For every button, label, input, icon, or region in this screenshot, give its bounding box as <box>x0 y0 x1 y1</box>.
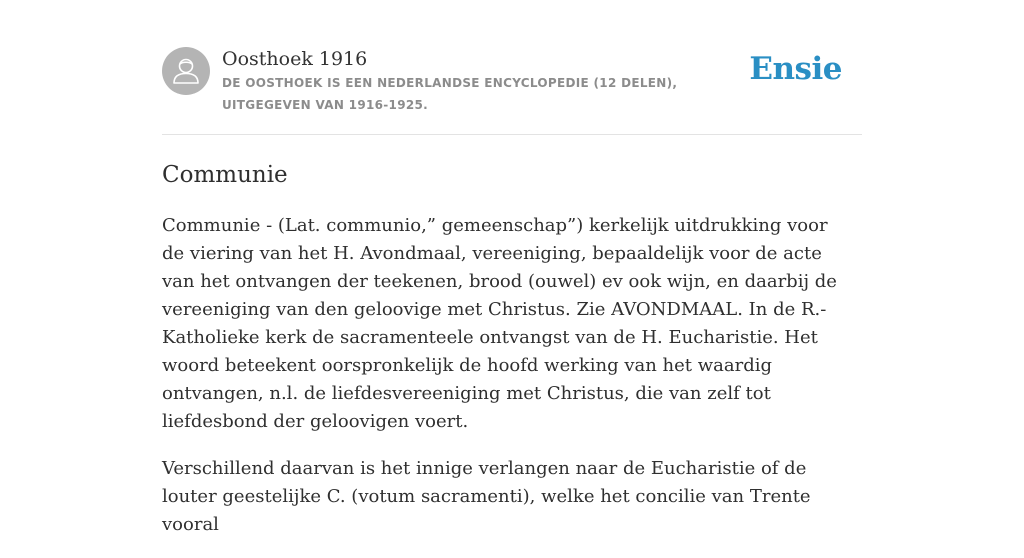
source-description: DE OOSTHOEK IS EEN NEDERLANDSE ENCYCLOPEDIE (12 DELEN), UITGEGEVEN VAN 1916-1925. <box>222 76 678 112</box>
entry-paragraph: Communie - (Lat. communio,” gemeenschap”) kerkelijk uitdrukking voor de viering van het H. Avondmaal, vereeniging, bepaaldelijk voor de acte van het ontvangen der teekenen, brood (ouwel) ev ook wijn, en daarbij de vereeniging van den geloovige met Christus. Zie AVONDMAAL. In de R.-Katholieke kerk de sacramenteele ontvangst van de H. Eucharistie. Het woord beteekent oorspronkelijk de hoofd werking van het waardig ontvangen, n.l. de liefdesvereeniging met Christus, die van zelf tot liefdesbond der geloovigen voert. <box>162 215 837 432</box>
user-icon <box>162 47 210 95</box>
entry-paragraph: Verschillend daarvan is het innige verlangen naar de Eucharistie of de louter geestelijke C. (votum sacramenti), welke het concilie van Trente vooral <box>162 458 811 535</box>
entry-content <box>162 212 852 558</box>
source-title[interactable]: Oosthoek 1916 <box>222 48 368 70</box>
ensie-logo[interactable]: Ensie <box>749 51 842 87</box>
source-header <box>162 47 862 135</box>
entry-title: Communie <box>162 162 288 188</box>
source-avatar[interactable] <box>162 47 210 95</box>
